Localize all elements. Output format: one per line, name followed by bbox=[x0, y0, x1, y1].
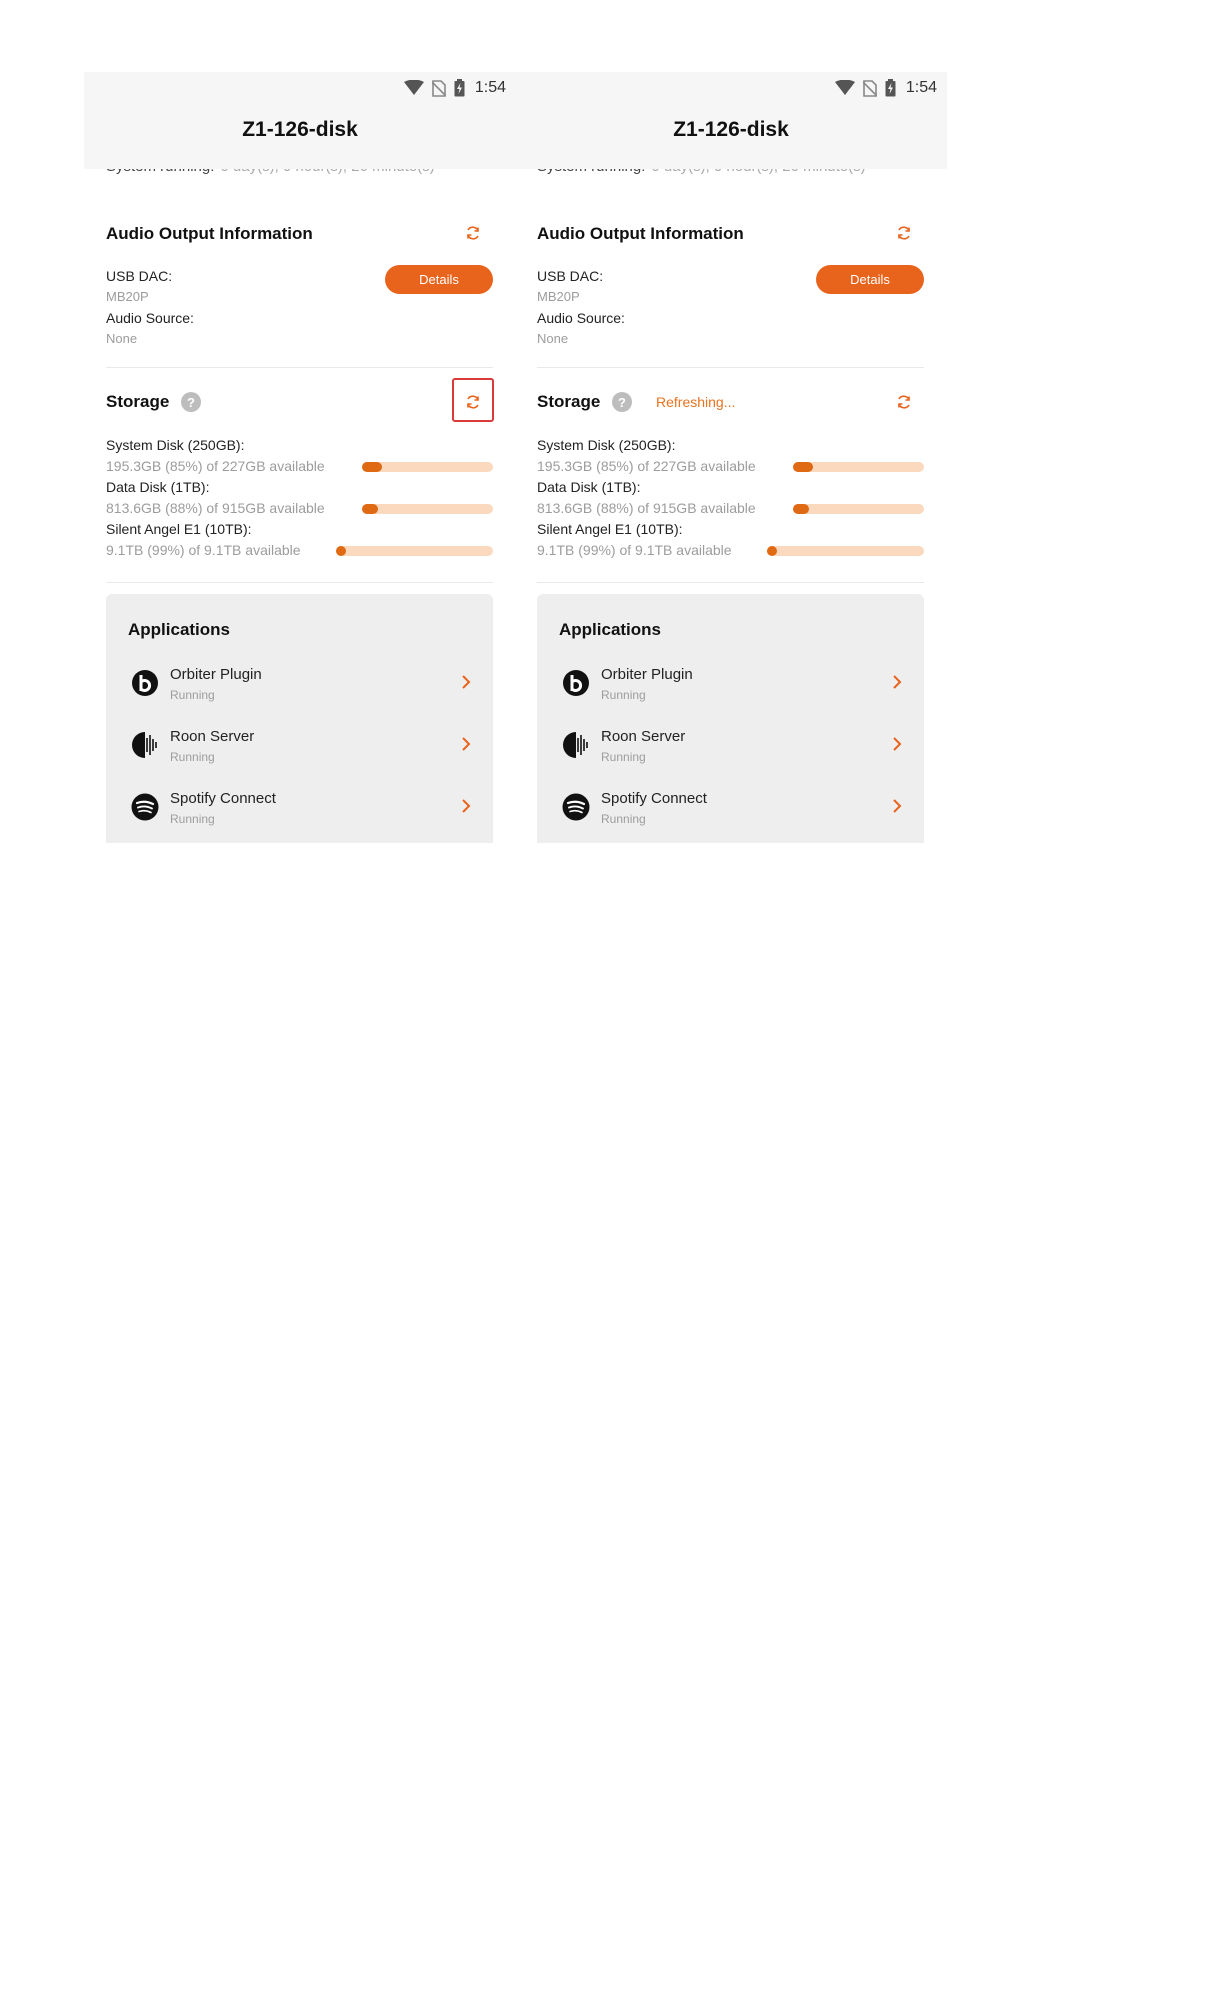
app-status: Running bbox=[170, 812, 215, 826]
disk-name: Data Disk (1TB): bbox=[106, 479, 210, 495]
disk-name: Silent Angel E1 (10TB): bbox=[106, 521, 252, 537]
audio-source-label: Audio Source: bbox=[106, 310, 194, 326]
disk-detail: 9.1TB (99%) of 9.1TB available bbox=[106, 542, 301, 558]
app-name: Orbiter Plugin bbox=[601, 666, 693, 683]
chevron-right-icon bbox=[459, 734, 473, 754]
app-name: Orbiter Plugin bbox=[170, 666, 262, 683]
help-icon[interactable]: ? bbox=[612, 392, 632, 412]
audio-source-value: None bbox=[537, 331, 569, 346]
chevron-right-icon bbox=[459, 672, 473, 692]
disk-usage-fill bbox=[362, 462, 382, 472]
disk-detail: 9.1TB (99%) of 9.1TB available bbox=[537, 542, 732, 558]
applications-card bbox=[537, 594, 924, 843]
disk-usage-bar bbox=[336, 546, 493, 556]
orbiter-icon bbox=[561, 668, 591, 698]
app-item-orbiter[interactable] bbox=[537, 662, 924, 716]
status-time: 1:54 bbox=[905, 79, 937, 96]
disk-detail: 195.3GB (85%) of 227GB available bbox=[106, 458, 325, 474]
chevron-right-icon bbox=[459, 796, 473, 816]
audio-source-label: Audio Source: bbox=[537, 310, 625, 326]
disk-detail: 195.3GB (85%) of 227GB available bbox=[537, 458, 756, 474]
spotify-icon bbox=[130, 792, 160, 822]
disk-name: System Disk (250GB): bbox=[537, 437, 676, 453]
app-item-spotify[interactable] bbox=[537, 786, 924, 840]
app-status: Running bbox=[601, 812, 646, 826]
refresh-icon bbox=[465, 225, 481, 241]
storage-refresh-button[interactable] bbox=[893, 391, 915, 413]
disk-detail: 813.6GB (88%) of 915GB available bbox=[106, 500, 325, 516]
details-button[interactable]: Details bbox=[385, 265, 493, 294]
disk-usage-bar bbox=[362, 504, 493, 514]
app-item-roon[interactable] bbox=[537, 724, 924, 778]
app-status: Running bbox=[170, 750, 215, 764]
phone-screen-left bbox=[84, 72, 516, 843]
chevron-right-icon bbox=[890, 672, 904, 692]
status-time: 1:54 bbox=[474, 79, 506, 96]
help-icon[interactable]: ? bbox=[181, 392, 201, 412]
disk-usage-fill bbox=[362, 504, 378, 514]
phone-screen-right bbox=[515, 72, 947, 843]
audio-output-title: Audio Output Information bbox=[106, 224, 313, 243]
status-bar bbox=[835, 76, 937, 100]
app-item-roon[interactable] bbox=[106, 724, 493, 778]
disk-detail: 813.6GB (88%) of 915GB available bbox=[537, 500, 756, 516]
chevron-right-icon bbox=[890, 796, 904, 816]
applications-title: Applications bbox=[128, 620, 231, 639]
app-name: Roon Server bbox=[601, 728, 686, 745]
refresh-icon bbox=[896, 394, 912, 410]
applications-card bbox=[106, 594, 493, 843]
disk-name: Data Disk (1TB): bbox=[537, 479, 641, 495]
page-title: Z1-126-disk bbox=[673, 118, 789, 141]
chevron-right-icon bbox=[890, 734, 904, 754]
no-sim-icon bbox=[863, 80, 877, 97]
highlight-box bbox=[452, 378, 494, 422]
disk-usage-bar bbox=[793, 462, 924, 472]
storage-title: Storage bbox=[537, 392, 601, 411]
disk-name: Silent Angel E1 (10TB): bbox=[537, 521, 683, 537]
storage-title: Storage bbox=[106, 392, 170, 411]
battery-charging-icon bbox=[454, 79, 465, 97]
usb-dac-value: MB20P bbox=[106, 289, 149, 304]
disk-name: System Disk (250GB): bbox=[106, 437, 245, 453]
app-name: Roon Server bbox=[170, 728, 255, 745]
divider bbox=[106, 582, 493, 583]
divider bbox=[537, 367, 924, 368]
app-item-orbiter[interactable] bbox=[106, 662, 493, 716]
orbiter-icon bbox=[130, 668, 160, 698]
battery-charging-icon bbox=[885, 79, 896, 97]
status-bar bbox=[404, 76, 506, 100]
divider bbox=[537, 582, 924, 583]
app-item-spotify[interactable] bbox=[106, 786, 493, 840]
app-status: Running bbox=[601, 750, 646, 764]
audio-refresh-button[interactable] bbox=[462, 222, 484, 244]
details-button[interactable]: Details bbox=[816, 265, 924, 294]
roon-icon bbox=[130, 730, 160, 760]
audio-refresh-button[interactable] bbox=[893, 222, 915, 244]
top-bar bbox=[84, 72, 516, 169]
disk-usage-fill bbox=[793, 504, 809, 514]
app-status: Running bbox=[601, 688, 646, 702]
refresh-icon bbox=[896, 225, 912, 241]
app-name: Spotify Connect bbox=[601, 790, 707, 807]
usb-dac-label: USB DAC: bbox=[537, 268, 604, 284]
audio-output-title: Audio Output Information bbox=[537, 224, 744, 243]
app-status: Running bbox=[170, 688, 215, 702]
disk-usage-bar bbox=[767, 546, 924, 556]
top-bar bbox=[515, 72, 947, 169]
wifi-icon bbox=[404, 80, 424, 96]
disk-usage-fill bbox=[793, 462, 813, 472]
roon-icon bbox=[561, 730, 591, 760]
disk-usage-fill bbox=[336, 546, 346, 556]
disk-usage-bar bbox=[793, 504, 924, 514]
refreshing-text: Refreshing... bbox=[656, 394, 736, 410]
usb-dac-value: MB20P bbox=[537, 289, 580, 304]
no-sim-icon bbox=[432, 80, 446, 97]
app-name: Spotify Connect bbox=[170, 790, 276, 807]
disk-usage-bar bbox=[362, 462, 493, 472]
usb-dac-label: USB DAC: bbox=[106, 268, 173, 284]
page-title: Z1-126-disk bbox=[242, 118, 358, 141]
applications-title: Applications bbox=[559, 620, 662, 639]
divider bbox=[106, 367, 493, 368]
audio-source-value: None bbox=[106, 331, 138, 346]
disk-usage-fill bbox=[767, 546, 777, 556]
spotify-icon bbox=[561, 792, 591, 822]
wifi-icon bbox=[835, 80, 855, 96]
